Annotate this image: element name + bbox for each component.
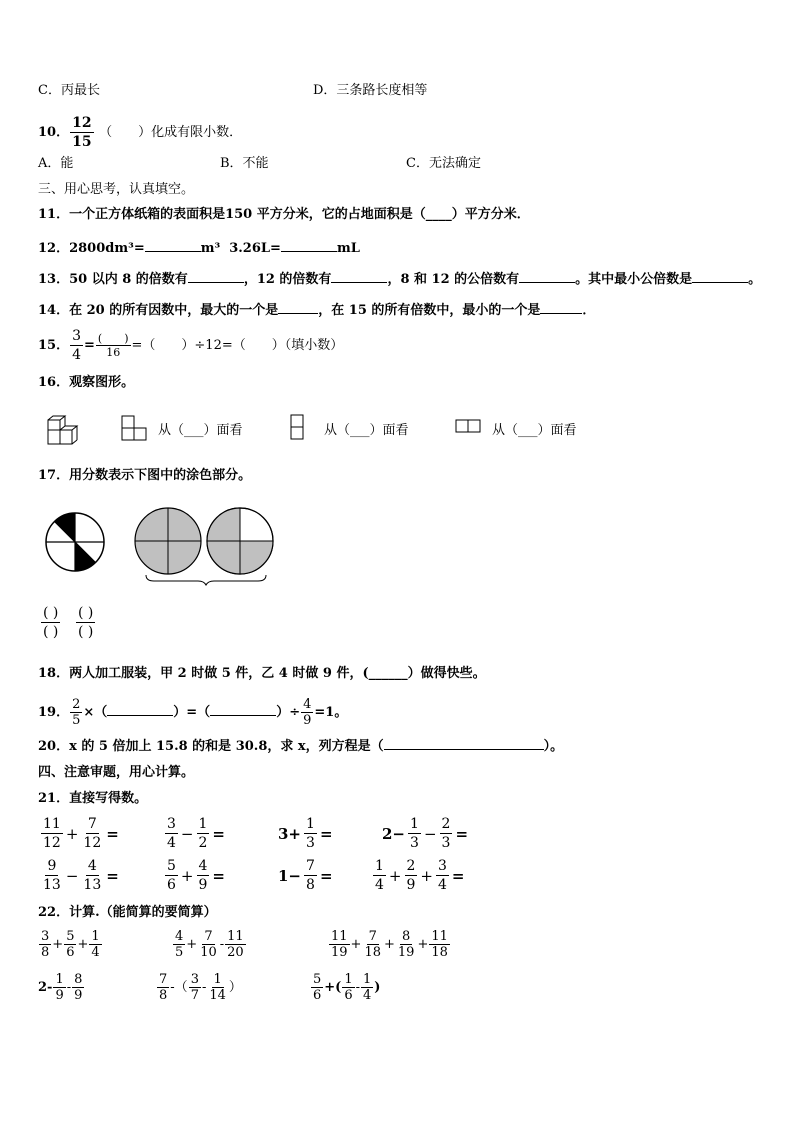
view-shape-2: [290, 414, 306, 442]
q21-title: 21．直接写得数。: [38, 791, 148, 806]
q9-option-d: D．三条路长度相等: [313, 83, 428, 98]
cube-stack-figure: [44, 414, 80, 446]
q21-expr-7: 1− $\frac{7}{8}$ =: [278, 858, 333, 893]
answer-fraction-1: $\frac{( )}{( )}$: [43, 605, 59, 640]
view-label-1: 从（___）面看: [158, 423, 243, 438]
two-circles-figure: [134, 505, 278, 587]
q22-expr-4: 2- $\frac{1}{9}$ - $\frac{8}{9}$: [38, 972, 83, 1003]
q22-expr-5: $\frac{7}{8}$ -（ $\frac{3}{7}$ - $\frac{1}{14}$ ）: [159, 972, 242, 1003]
section-4-heading: 四、注意审题，用心计算。: [38, 765, 195, 780]
q10-option-c: C．无法确定: [406, 156, 481, 171]
q10-option-b: B．不能: [220, 156, 269, 171]
q10-num: 10．: [38, 125, 70, 140]
view-label-3: 从（___）面看: [492, 423, 577, 438]
q21-expr-6: $\frac{5}{6}$ + $\frac{4}{9}$ =: [167, 858, 225, 893]
q21-expr-5: $\frac{9}{13}$ − $\frac{4}{13}$ =: [43, 858, 119, 893]
q14: 14．在 20 的所有因数中，最大的一个是 ，在 15 的所有倍数中，最小的一个是 ．: [38, 299, 595, 321]
view-label-2: 从（___）面看: [324, 423, 409, 438]
shaded-circle-figure: [44, 511, 106, 573]
q9-option-c: C．丙最长: [38, 83, 100, 98]
q19: 19． $\frac{2}{5}$ ×（ ）=（ ）÷ $\frac{4}{9}$ =1。: [38, 697, 348, 728]
q10-fraction: $\frac{12}{15}$: [72, 115, 92, 150]
q20: 20．x 的 5 倍加上 15.8 的和是 30.8，求 x，列方程是（ ）。: [38, 735, 563, 757]
q16-title: 16．观察图形。: [38, 375, 135, 390]
answer-fraction-2: $\frac{( )}{( )}$: [78, 605, 94, 640]
q22-expr-3: $\frac{11}{19}$ + $\frac{7}{18}$ + $\frac{8}{19}$ + $\frac{11}{18}$: [331, 929, 448, 960]
q12: 12．2800dm³= m³ 3.26L= mL: [38, 237, 360, 259]
q15-fraction-2: $\frac{( )}{16}$: [97, 332, 129, 359]
q22-expr-6: $\frac{5}{6}$ +( $\frac{1}{6}$ - $\frac{1}{4}$ ): [313, 972, 381, 1003]
q21-expr-1: $\frac{11}{12}$ + $\frac{7}{12}$ =: [43, 816, 119, 851]
q21-expr-4: 2− $\frac{1}{3}$ − $\frac{2}{3}$ =: [382, 816, 469, 851]
q10-option-a: A．能: [38, 156, 74, 171]
q22-title: 22．计算.（能简算的要简算）: [38, 905, 217, 920]
q21-expr-2: $\frac{3}{4}$ − $\frac{1}{2}$ =: [167, 816, 225, 851]
q15-fraction-1: $\frac{3}{4}$: [72, 328, 82, 363]
view-shape-3: [455, 419, 485, 435]
q10-text: （ ）化成有限小数．: [99, 125, 243, 140]
view-shape-1: [121, 415, 149, 443]
q22-expr-2: $\frac{4}{5}$ + $\frac{7}{10}$ - $\frac{11}{20}$: [175, 929, 244, 960]
q18: 18．两人加工服装，甲 2 时做 5 件，乙 4 时做 9 件，(______）做得快些。: [38, 666, 486, 681]
q10: [38, 114, 242, 151]
q11: 11．一个正方体纸箱的表面积是150 平方分米，它的占地面积是（____）平方分米．: [38, 207, 530, 222]
q21-expr-3: 3+ $\frac{1}{3}$ =: [278, 816, 333, 851]
q15: 15． $\frac{3}{4}$ = $\frac{( )}{16}$ =（ ）÷12=（ ）（填小数）: [38, 328, 344, 363]
q21-expr-8: $\frac{1}{4}$ + $\frac{2}{9}$ + $\frac{3}{4}$ =: [375, 858, 465, 893]
section-3-heading: 三、用心思考，认真填空。: [38, 182, 195, 197]
q22-expr-1: $\frac{3}{8}$ + $\frac{5}{6}$ + $\frac{1}{4}$: [41, 929, 100, 960]
q17-title: 17．用分数表示下图中的涂色部分。: [38, 468, 252, 483]
q13: 13．50 以内 8 的倍数有 ，12 的倍数有 ，8 和 12 的公倍数有 。其中最小公倍数是 。: [38, 268, 761, 290]
